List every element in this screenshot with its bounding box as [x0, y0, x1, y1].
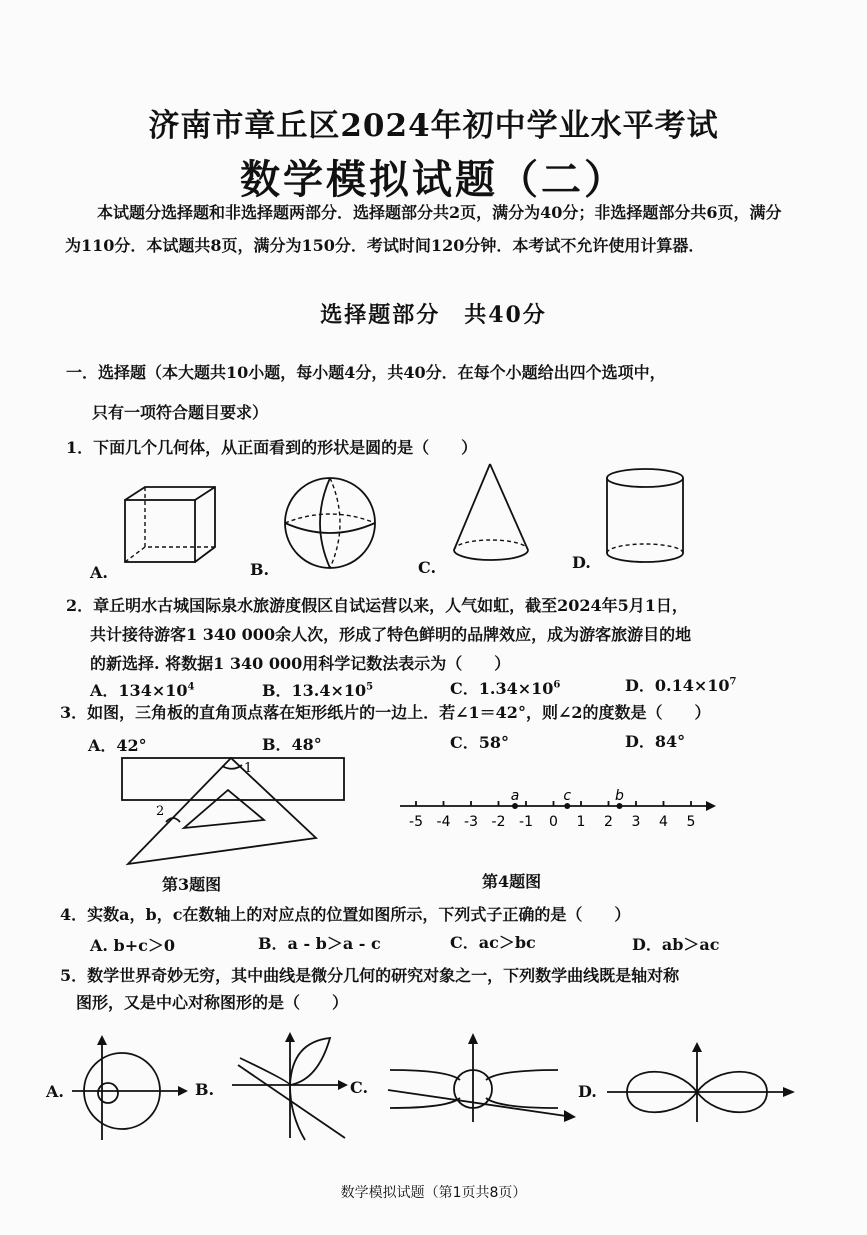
q4-number-line	[398, 790, 718, 835]
exam-title-line2: 数学模拟试题（二）	[240, 156, 627, 203]
q4-option-b[interactable]: B．a - b＞a - c	[258, 934, 381, 953]
q3-stem: 3．如图，三角板的直角顶点落在矩形纸片的一边上．若∠1＝42°，则∠2的度数是（ ）	[60, 703, 711, 722]
q5-option-d[interactable]: D.	[578, 1082, 597, 1101]
number-line-tick-label: 5	[686, 814, 696, 830]
number-line-tick-label: -1	[519, 814, 533, 830]
number-line-tick-label: 1	[576, 814, 586, 830]
q4-figure-caption: 第4题图	[482, 872, 542, 891]
q2-option-a[interactable]: A．$134\times 10^4$	[90, 681, 195, 700]
q3-option-c[interactable]: C．58°	[450, 733, 510, 752]
number-line-tick-label: -2	[491, 814, 506, 830]
q1-cone-figure	[448, 462, 538, 572]
q5-option-c[interactable]: C.	[350, 1078, 369, 1097]
number-line-tick-label: 3	[631, 814, 641, 830]
q2-option-b[interactable]: B．$13.4\times 10^5$	[262, 681, 374, 700]
q2-option-d[interactable]: D．$0.14\times 10^7$	[625, 676, 737, 695]
exam-instructions: 本试题分选择题和非选择题两部分．选择题部分共2页，满分为40分；非选择题部分共6页，满分为110分．本试题共8页，满分为150分．考试时间120分钟．本考试不允许使用计算器．	[65, 203, 782, 255]
q5-option-a[interactable]: A.	[46, 1082, 64, 1101]
q5-stem-line1: 5．数学世界奇妙无穷，其中曲线是微分几何的研究对象之一，下列数学曲线既是轴对称	[60, 966, 680, 985]
q4-option-c[interactable]: C．ac＞bc	[450, 933, 536, 952]
q4-option-d[interactable]: D．ab＞ac	[632, 935, 720, 954]
q3-option-a[interactable]: A．42°	[88, 736, 147, 755]
number-line-tick-label: 0	[549, 814, 558, 830]
q2-stem-line1: 2．章丘明水古城国际泉水旅游度假区自试运营以来，人气如虹，截至2024年5月1日，	[66, 596, 688, 615]
part1-heading-cont: 只有一项符合题目要求）	[92, 403, 269, 422]
q2-option-c[interactable]: C．$1.34\times 10^6$	[450, 679, 561, 698]
q1-sphere-figure	[282, 475, 382, 575]
q5-stem-line2: 图形，又是中心对称图形的是（ ）	[76, 993, 349, 1012]
q3-option-b[interactable]: B．48°	[262, 735, 322, 754]
q2-stem-line3: 的新选择. 将数据1 340 000用科学记数法表示为（ ）	[90, 654, 511, 673]
q2-stem-line2: 共计接待游客1 340 000余人次，形成了特色鲜明的品牌效应，成为游客旅游目的地	[90, 625, 692, 644]
q1-cube-figure	[120, 485, 220, 565]
q1-cylinder-figure	[605, 468, 690, 568]
q1-option-d[interactable]: D.	[572, 553, 591, 572]
q3-triangle-figure	[118, 752, 348, 867]
q1-stem: 1．下面几个几何体，从正面看到的形状是圆的是（ ）	[66, 438, 478, 457]
section-title: 选择题部分 共40分	[320, 302, 547, 328]
q4-option-a[interactable]: A. b+c＞0	[90, 936, 176, 955]
q1-option-a[interactable]: A.	[90, 563, 108, 582]
number-line-tick-label: 4	[659, 814, 668, 830]
q4-stem: 4．实数a，b，c在数轴上的对应点的位置如图所示，下列式子正确的是（ ）	[60, 905, 631, 924]
q3-angle-label-1: 1	[244, 761, 253, 776]
page-footer: 数学模拟试题（第1页共8页）	[340, 1185, 527, 1201]
q1-option-b[interactable]: B.	[250, 560, 270, 579]
number-line-tick-label: -4	[436, 814, 451, 830]
part1-heading: 一．选择题（本大题共10小题，每小题4分，共40分．在每个小题给出四个选项中，	[66, 363, 666, 382]
exam-title-line1: 济南市章丘区2024年初中学业水平考试	[148, 108, 719, 144]
number-line-tick-label: -3	[464, 814, 478, 830]
q3-figure-caption: 第3题图	[162, 875, 222, 894]
number-line-point-label-a: a	[510, 788, 520, 804]
number-line-tick-label: 2	[604, 814, 613, 830]
number-line-point-label-c: c	[563, 788, 572, 804]
number-line-point-label-b: b	[615, 788, 624, 804]
q5-curve-c-figure	[388, 1030, 588, 1125]
q5-curve-a-figure	[70, 1035, 195, 1145]
q5-curve-d-figure	[605, 1040, 800, 1125]
q5-curve-b-figure	[230, 1030, 355, 1142]
q3-angle-label-2: 2	[156, 804, 165, 819]
q1-option-c[interactable]: C.	[418, 558, 437, 577]
q5-option-b[interactable]: B.	[195, 1080, 215, 1099]
q3-option-d[interactable]: D．84°	[625, 732, 686, 751]
number-line-tick-label: -5	[409, 814, 423, 830]
